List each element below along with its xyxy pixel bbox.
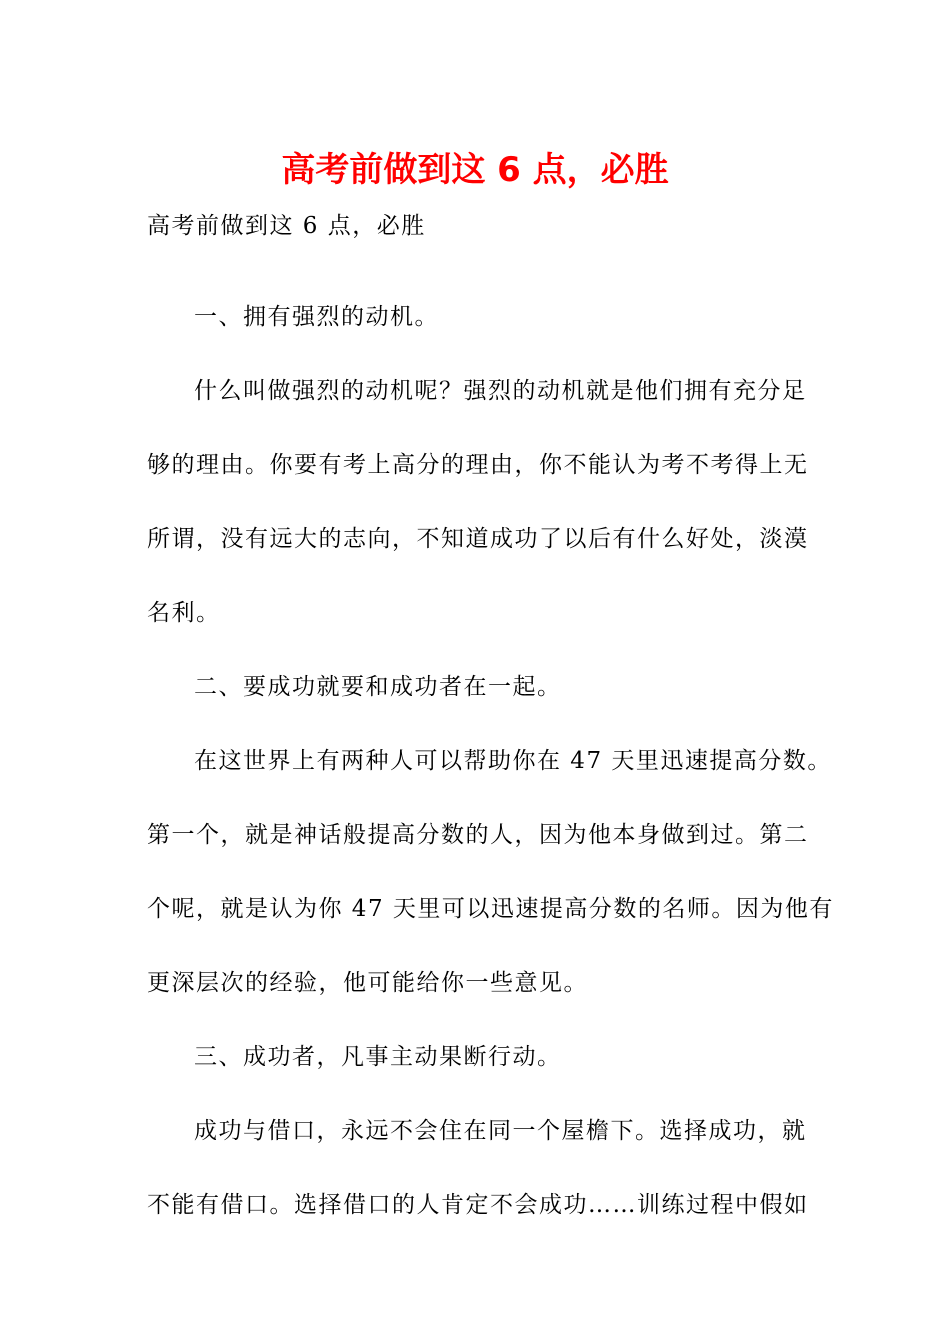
paragraph-line: 二、要成功就要和成功者在一起。	[194, 674, 562, 700]
paragraph-3	[147, 1094, 807, 1242]
paragraph-line: 第一个，就是神话般提高分数的人，因为他本身做到过。第二	[147, 822, 809, 848]
paragraph-line: 名利。	[147, 600, 221, 626]
document-body	[147, 280, 834, 1242]
document-title: 高考前做到这 6 点，必胜	[281, 150, 669, 190]
paragraph-line: 所谓，没有远大的志向，不知道成功了以后有什么好处，淡漠	[147, 526, 809, 552]
paragraph-line: 够的理由。你要有考上高分的理由，你不能认为考不考得上无	[147, 452, 809, 478]
paragraph-1	[147, 354, 807, 650]
paragraph-line: 一、拥有强烈的动机。	[194, 304, 439, 330]
paragraph-line: 成功与借口，永远不会住在同一个屋檐下。选择成功，就	[194, 1118, 807, 1144]
paragraph-line: 什么叫做强烈的动机呢？强烈的动机就是他们拥有充分足	[194, 378, 807, 404]
document-subtitle: 高考前做到这 6 点，必胜	[147, 213, 426, 239]
paragraph-line: 个呢，就是认为你 47 天里可以迅速提高分数的名师。因为他有	[147, 896, 834, 922]
paragraph-line: 不能有借口。选择借口的人肯定不会成功……训练过程中假如	[147, 1192, 809, 1218]
paragraph-line: 更深层次的经验，他可能给你一些意见。	[147, 970, 588, 996]
paragraph-line: 三、成功者，凡事主动果断行动。	[194, 1044, 562, 1070]
paragraph-heading-3	[147, 1020, 807, 1094]
paragraph-2	[147, 724, 834, 1020]
paragraph-heading-2	[147, 650, 807, 724]
paragraph-line: 在这世界上有两种人可以帮助你在 47 天里迅速提高分数。	[194, 748, 832, 774]
paragraph-heading-1	[147, 280, 807, 354]
